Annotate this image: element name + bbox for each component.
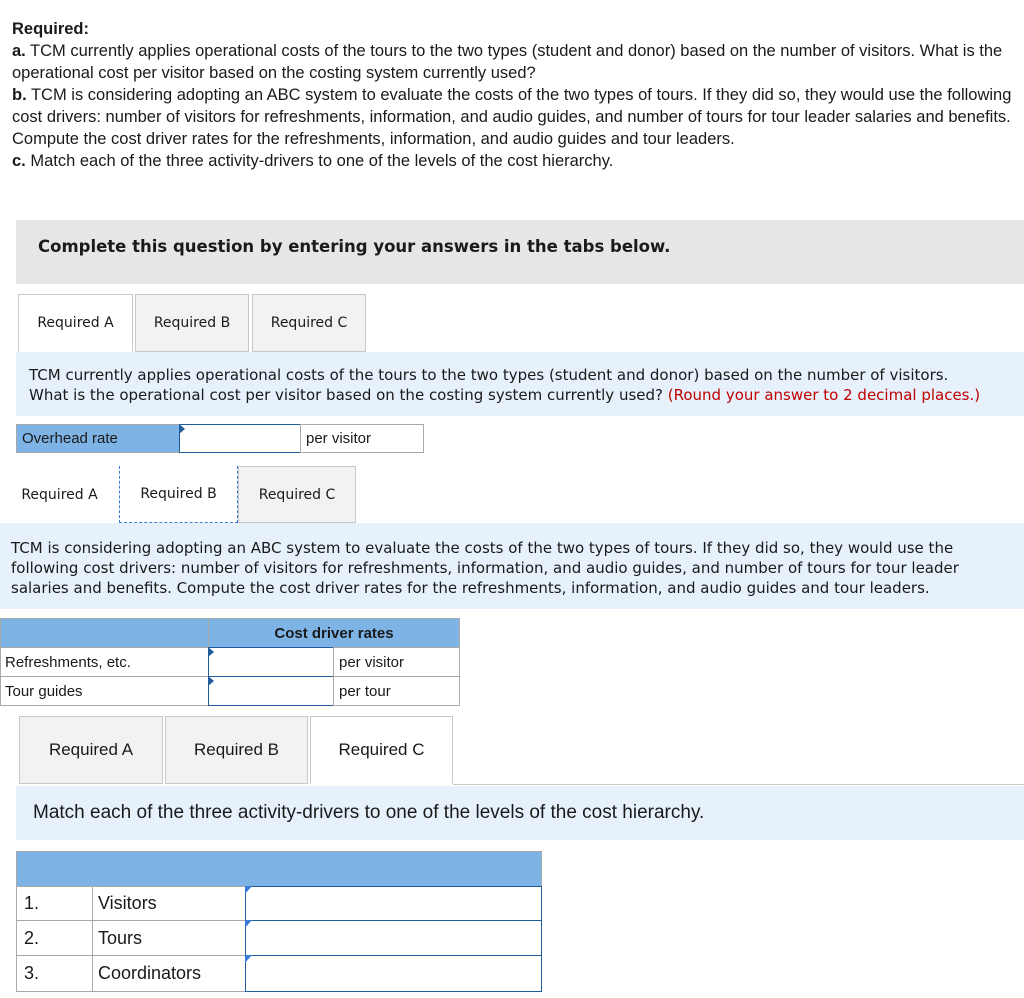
requirement-c-text: Match each of the three activity-drivers to one of the levels of the cost hierarchy. (25, 152, 614, 170)
tab-required-c[interactable]: Required C (310, 716, 453, 784)
tab-required-c[interactable]: Required C (238, 466, 356, 523)
coordinators-hierarchy-select[interactable] (245, 955, 542, 992)
dropdown-marker-icon (245, 955, 252, 963)
prompt-b-line1: TCM is considering adopting an ABC system to evaluate the costs of the two types of tours. If they did so, they would use the (11, 539, 954, 557)
row-number: 3. (16, 955, 93, 992)
tour-guides-label: Tour guides (0, 676, 209, 706)
tour-guides-rate-input[interactable] (208, 676, 334, 706)
input-marker-icon (208, 647, 214, 657)
tours-label: Tours (92, 920, 246, 956)
tour-guides-unit: per tour (333, 676, 460, 706)
requirement-a-label: a. (12, 42, 26, 60)
requirement-b-text: TCM is considering adopting an ABC system to evaluate the costs of the two types of tours. If they did so, they would use the following cost drivers: number of visitors for refreshments, information, and audio guides, and number of tours for tour leader salaries and benefits. Compute the cost driver rates for the refreshments, information, and audio guides and tour leaders. (12, 86, 1012, 148)
coordinators-label: Coordinators (92, 955, 246, 992)
prompt-required-b (0, 523, 1024, 609)
overhead-rate-input[interactable] (179, 424, 301, 453)
cost-driver-rates-header: Cost driver rates (208, 618, 460, 648)
input-marker-icon (208, 676, 214, 686)
tab-required-b[interactable]: Required B (165, 716, 308, 784)
tab-required-a[interactable]: Required A (18, 294, 133, 352)
refreshments-rate-input[interactable] (208, 647, 334, 677)
visitors-label: Visitors (92, 886, 246, 921)
table-b-header-blank (0, 618, 209, 648)
requirement-c (12, 150, 1017, 172)
tab-required-b[interactable]: Required B (135, 294, 249, 352)
prompt-required-a (16, 352, 1024, 416)
row-number: 1. (16, 886, 93, 921)
row-number: 2. (16, 920, 93, 956)
tab-required-a[interactable]: Required A (19, 716, 163, 784)
prompt-b-line2: following cost drivers: number of visitors for refreshments, information, and audio guides, and number of tours for tour leader (11, 559, 959, 577)
requirement-b-label: b. (12, 86, 27, 104)
requirements-block (12, 18, 1017, 172)
prompt-a-line1: TCM currently applies operational costs of the tours to the two types (student and donor) based on the number of visitors. (29, 366, 949, 384)
table-c-header (16, 851, 542, 887)
dropdown-marker-icon (245, 886, 252, 894)
requirement-c-label: c. (12, 152, 26, 170)
tab-required-c[interactable]: Required C (252, 294, 366, 352)
prompt-required-c: Match each of the three activity-drivers to one of the levels of the cost hierarchy. (16, 786, 1024, 840)
overhead-rate-label: Overhead rate (16, 424, 180, 453)
overhead-rate-unit: per visitor (300, 424, 424, 453)
visitors-hierarchy-select[interactable] (245, 886, 542, 921)
refreshments-unit: per visitor (333, 647, 460, 677)
dropdown-marker-icon (245, 920, 252, 928)
tab-required-a[interactable]: Required A (0, 466, 119, 523)
tab-underline (453, 784, 1024, 785)
tours-hierarchy-select[interactable] (245, 920, 542, 956)
overhead-rate-field[interactable] (180, 425, 300, 452)
rounding-note: (Round your answer to 2 decimal places.) (667, 386, 981, 404)
prompt-a-line2: What is the operational cost per visitor based on the costing system currently used? (29, 386, 663, 404)
requirement-b (12, 84, 1017, 150)
tab-required-b[interactable]: Required B (119, 466, 238, 523)
instructions-banner (16, 220, 1024, 284)
tours-hierarchy-field[interactable] (246, 921, 541, 955)
requirement-a-text: TCM currently applies operational costs of the tours to the two types (student and donor) based on the number of visitors. What is the operational cost per visitor based on the costing system currently used? (12, 42, 1003, 82)
visitors-hierarchy-field[interactable] (246, 887, 541, 920)
coordinators-hierarchy-field[interactable] (246, 956, 541, 991)
tour-guides-rate-field[interactable] (209, 677, 333, 705)
input-marker-icon (179, 424, 185, 434)
requirements-heading: Required: (12, 20, 90, 38)
requirement-a (12, 40, 1017, 84)
instructions-text: Complete this question by entering your answers in the tabs below. (38, 237, 671, 256)
prompt-b-line3: salaries and benefits. Compute the cost driver rates for the refreshments, information, and audio guides and tour leaders. (11, 579, 930, 597)
refreshments-label: Refreshments, etc. (0, 647, 209, 677)
refreshments-rate-field[interactable] (209, 648, 333, 676)
